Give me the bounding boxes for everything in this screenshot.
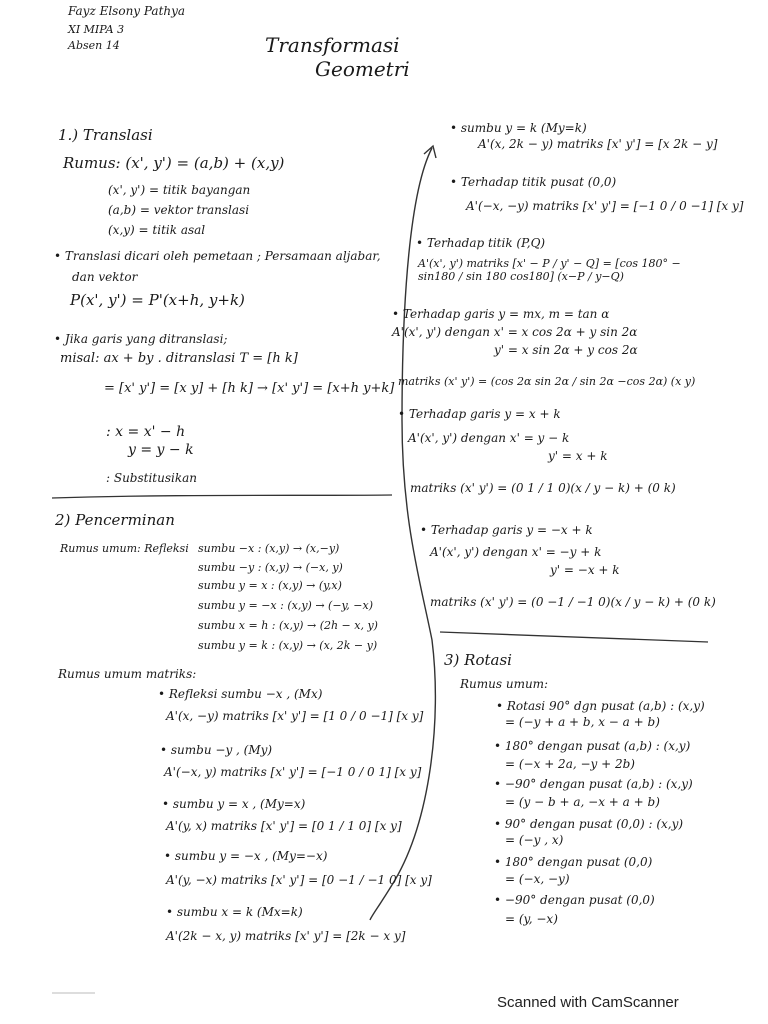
rotation-rule: • 180° dengan pusat (0,0) bbox=[494, 855, 653, 869]
matrix-rule-title: • Terhadap garis y = −x + k bbox=[420, 523, 593, 537]
page-title: Transformasi bbox=[265, 33, 400, 57]
reflection-rule: sumbu x = h : (x,y) → (2h − x, y) bbox=[198, 619, 378, 632]
rotation-result: = (y − b + a, −x + a + b) bbox=[505, 795, 660, 809]
matrix-rule: A'(x', y') dengan x' = y − k bbox=[408, 431, 570, 445]
reflection-rule: sumbu y = −x : (x,y) → (−y, −x) bbox=[198, 599, 374, 612]
divider-line bbox=[52, 495, 392, 498]
formula-line: : x = x' − h bbox=[106, 424, 186, 440]
rotation-result: = (−x + 2a, −y + 2b) bbox=[505, 757, 635, 771]
matrix-rule: y' = −x + k bbox=[550, 563, 620, 577]
translasi-rumus: Rumus: (x', y') = (a,b) + (x,y) bbox=[63, 154, 285, 172]
student-absen: Absen 14 bbox=[68, 39, 120, 52]
rotation-result: = (y, −x) bbox=[505, 912, 558, 926]
matrix-rule: A'(x', y') matriks [x' − P / y' − Q] = [cos 180° − sin180 / sin 180 cos180] (x−P / y−Q) bbox=[418, 257, 681, 283]
matrix-rule-title: • Terhadap garis y = mx, m = tan α bbox=[392, 307, 610, 321]
section-heading: 2) Pencerminan bbox=[55, 511, 175, 529]
divider-line bbox=[440, 632, 708, 642]
matrix-rule: y' = x + k bbox=[548, 449, 608, 463]
rotation-rule: • Rotasi 90° dgn pusat (a,b) : (x,y) bbox=[496, 699, 705, 713]
subsection-heading: Rumus umum: bbox=[460, 677, 549, 691]
matrix-rule: y' = x sin 2α + y cos 2α bbox=[494, 343, 638, 357]
definition: (a,b) = vektor translasi bbox=[108, 203, 250, 217]
scanner-watermark: Scanned with CamScanner bbox=[497, 994, 679, 1011]
student-name: Fayz Elsony Pathya bbox=[68, 4, 186, 18]
student-class: XI MIPA 3 bbox=[68, 23, 125, 36]
matrix-rule-title: • sumbu y = x , (My=x) bbox=[162, 797, 306, 811]
matrix-rule: matriks (x' y') = (0 −1 / −1 0)(x / y − k) + (0 k) bbox=[430, 595, 716, 609]
formula-line: y = y − k bbox=[128, 442, 194, 458]
reflection-rule: sumbu y = x : (x,y) → (y,x) bbox=[198, 579, 342, 592]
rotation-result: = (−y , x) bbox=[505, 833, 564, 847]
rotation-rule: • −90° dengan pusat (0,0) bbox=[494, 893, 655, 907]
matrix-rule-title: • Terhadap garis y = x + k bbox=[398, 407, 561, 421]
matrix-rule-title: • sumbu x = k (Mx=k) bbox=[166, 905, 303, 919]
rotation-result: = (−y + a + b, x − a + b) bbox=[505, 715, 660, 729]
matrix-rule-title: • Terhadap titik (P,Q) bbox=[416, 236, 546, 250]
reflection-rule: sumbu y = k : (x,y) → (x, 2k − y) bbox=[198, 639, 378, 652]
rotation-result: = (−x, −y) bbox=[505, 872, 570, 886]
matrix-rule: A'(−x, −y) matriks [x' y'] = [−1 0 / 0 −1] [x y] bbox=[466, 199, 744, 213]
section-heading: 1.) Translasi bbox=[58, 126, 153, 144]
matrix-rule: matriks (x' y') = (cos 2α sin 2α / sin 2α −cos 2α) (x y) bbox=[398, 375, 696, 388]
formula-line: : Substitusikan bbox=[106, 471, 198, 485]
matrix-rule-title: • sumbu y = −x , (My=−x) bbox=[164, 849, 328, 863]
matrix-rule: A'(2k − x, y) matriks [x' y'] = [2k − x y] bbox=[166, 929, 406, 943]
reflection-rule: sumbu −y : (x,y) → (−x, y) bbox=[198, 561, 343, 574]
rotation-rule: • 180° dengan pusat (a,b) : (x,y) bbox=[494, 739, 691, 753]
note-text: • Translasi dicari oleh pemetaan ; Persamaan aljabar, bbox=[54, 249, 381, 263]
definition: (x', y') = titik bayangan bbox=[108, 183, 251, 197]
formula-line: = [x' y'] = [x y] + [h k] → [x' y'] = [x+h y+k] bbox=[104, 381, 395, 396]
page-subtitle: Geometri bbox=[315, 57, 410, 81]
matrix-rule: A'(x, −y) matriks [x' y'] = [1 0 / 0 −1] [x y] bbox=[166, 709, 424, 723]
rotation-rule: • 90° dengan pusat (0,0) : (x,y) bbox=[494, 817, 684, 831]
formula-label: Rumus umum: Refleksi bbox=[60, 542, 189, 555]
matrix-rule-title: • sumbu −y , (My) bbox=[160, 743, 273, 757]
definition: (x,y) = titik asal bbox=[108, 223, 206, 237]
matrix-rule: A'(−x, y) matriks [x' y'] = [−1 0 / 0 1] [x y] bbox=[164, 765, 422, 779]
section-heading: 3) Rotasi bbox=[444, 651, 512, 669]
subsection-heading: Rumus umum matriks: bbox=[58, 667, 197, 681]
matrix-rule: A'(x, 2k − y) matriks [x' y'] = [x 2k − y] bbox=[478, 137, 718, 151]
formula-line: misal: ax + by . ditranslasi T = [h k] bbox=[60, 351, 298, 366]
matrix-rule: matriks (x' y') = (0 1 / 1 0)(x / y − k) + (0 k) bbox=[410, 481, 676, 495]
matrix-rule: A'(x', y') dengan x' = x cos 2α + y sin 2α bbox=[392, 325, 638, 339]
note-text: • Jika garis yang ditranslasi; bbox=[54, 332, 228, 346]
rotation-rule: • −90° dengan pusat (a,b) : (x,y) bbox=[494, 777, 693, 791]
matrix-rule-title: • sumbu y = k (My=k) bbox=[450, 121, 587, 135]
matrix-rule-title: • Terhadap titik pusat (0,0) bbox=[450, 175, 617, 189]
matrix-rule: A'(x', y') dengan x' = −y + k bbox=[430, 545, 602, 559]
reflection-rule: sumbu −x : (x,y) → (x,−y) bbox=[198, 542, 340, 555]
translasi-formula: P(x', y') = P'(x+h, y+k) bbox=[70, 291, 245, 309]
note-text: dan vektor bbox=[72, 270, 138, 284]
matrix-rule-title: • Refleksi sumbu −x , (Mx) bbox=[158, 687, 323, 701]
matrix-rule: A'(y, −x) matriks [x' y'] = [0 −1 / −1 0] [x y] bbox=[166, 873, 432, 887]
matrix-rule: A'(y, x) matriks [x' y'] = [0 1 / 1 0] [x y] bbox=[166, 819, 402, 833]
